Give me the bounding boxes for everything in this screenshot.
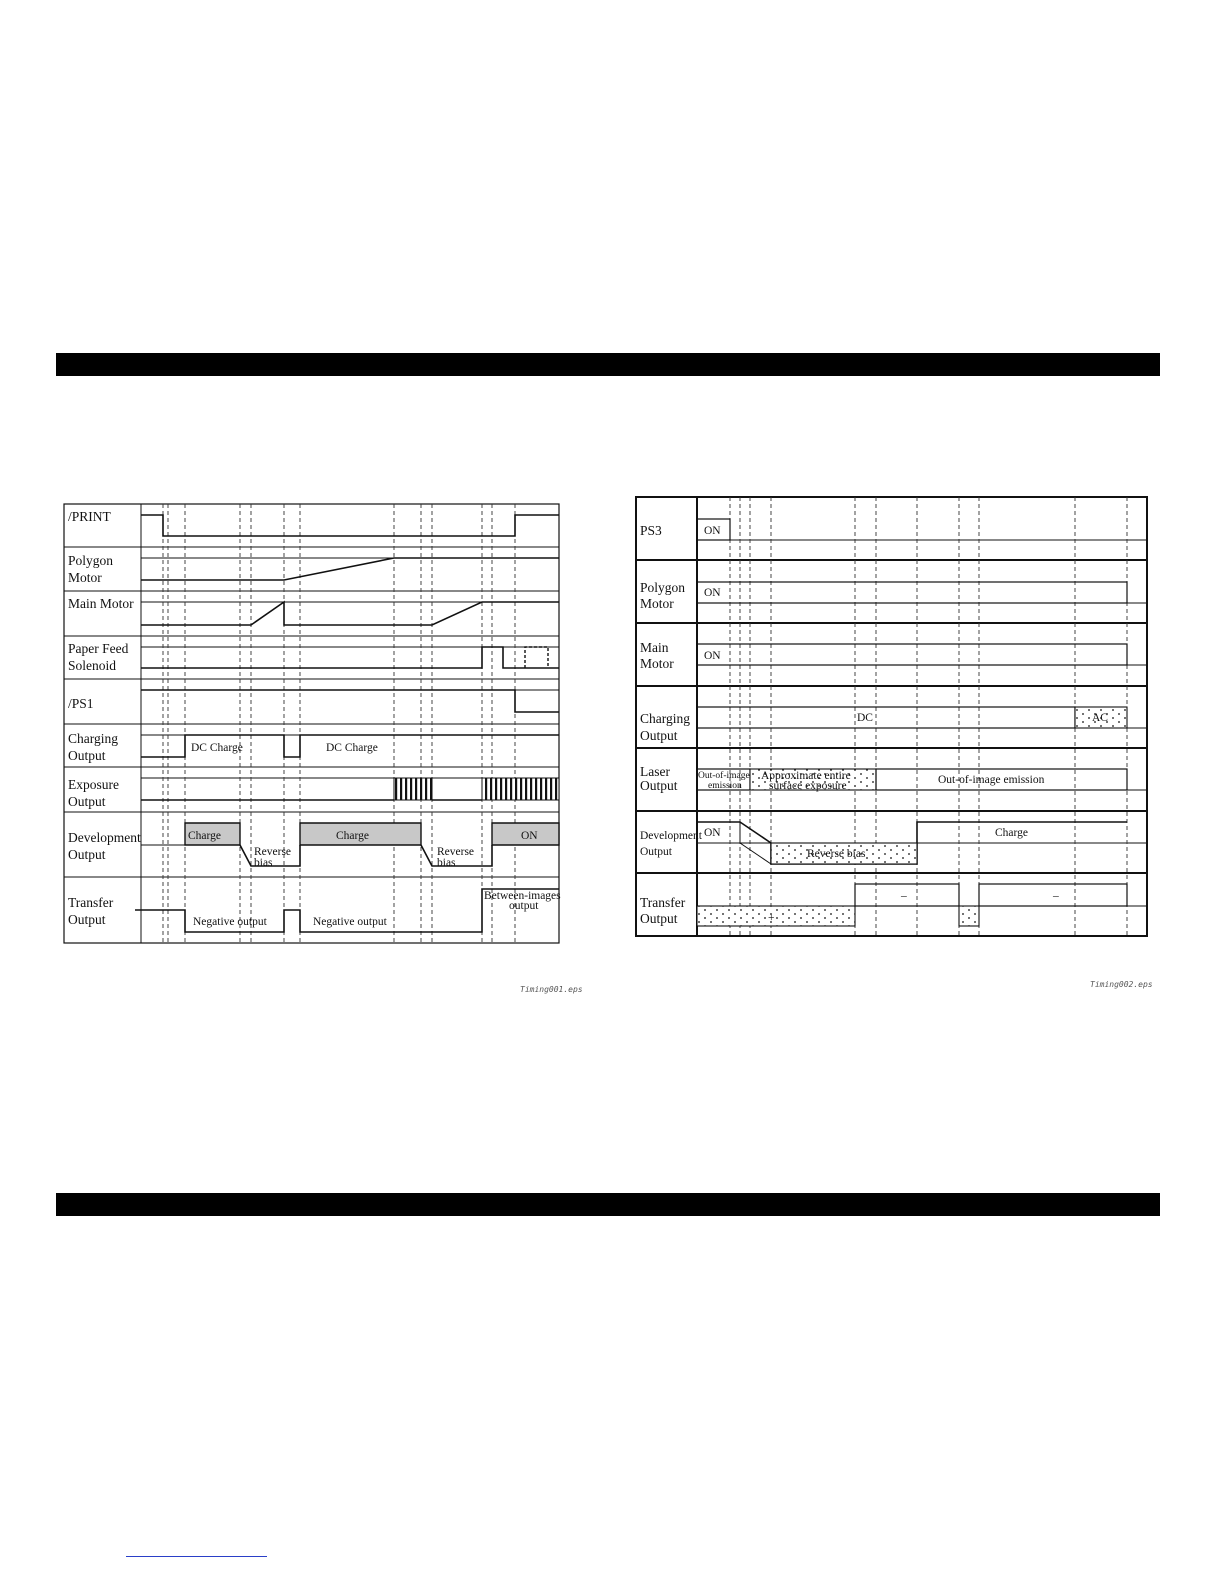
waveform-main-motor bbox=[141, 602, 559, 625]
timing-diagram-1 bbox=[64, 504, 583, 994]
row-label-main-motor: Main Motor bbox=[68, 596, 134, 611]
label-d2-dev-on: ON bbox=[704, 827, 721, 839]
row-label-development-output: Development Output bbox=[68, 830, 141, 862]
label-ps3-on: ON bbox=[704, 525, 721, 537]
label-dev-charge-1: Charge bbox=[188, 830, 222, 842]
waveform-paper-feed-next bbox=[525, 647, 548, 668]
row-label-polygon-motor: Polygon Motor bbox=[68, 553, 114, 585]
polygon-on-block bbox=[697, 582, 1127, 603]
label-reverse-bias-2: Reverse bias bbox=[437, 846, 475, 869]
footer-link-underline[interactable] bbox=[126, 1556, 267, 1557]
d2-row-label-laser-output: Laser Output bbox=[640, 764, 678, 793]
row-label-print: /PRINT bbox=[68, 509, 111, 524]
label-approx-exposure: Approximate entire surface exposure bbox=[761, 770, 851, 792]
label-main-on: ON bbox=[704, 650, 721, 662]
row-label-charging-output: Charging Output bbox=[68, 731, 118, 763]
waveform-polygon-motor bbox=[141, 558, 559, 580]
diagram2-caption: Timing002.eps bbox=[1090, 980, 1153, 989]
label-polygon-on: ON bbox=[704, 587, 721, 599]
d2-row-label-development-output: Development Output bbox=[640, 830, 702, 858]
label-dc-charge-2: DC Charge bbox=[326, 742, 378, 754]
d2-dev-slope bbox=[740, 843, 771, 864]
label-negative-output-1: Negative output bbox=[193, 916, 267, 928]
exposure-pulses-1 bbox=[394, 778, 432, 800]
exposure-pulses-2 bbox=[482, 778, 559, 800]
row-label-ps1: /PS1 bbox=[68, 696, 94, 711]
d2-row-label-charging-output: Charging Output bbox=[640, 711, 690, 743]
row-label-exposure-output: Exposure Output bbox=[68, 777, 119, 809]
label-out-of-image-2: Out-of-image emission bbox=[938, 774, 1045, 786]
label-dc-charge-1: DC Charge bbox=[191, 742, 243, 754]
label-between-images-output: Between-images output bbox=[484, 890, 561, 912]
label-plus: + bbox=[768, 912, 775, 924]
main-on-block bbox=[697, 644, 1127, 665]
label-d2-dev-charge: Charge bbox=[995, 827, 1029, 839]
label-minus-1: – bbox=[901, 890, 907, 902]
d2-row-label-main-motor: Main Motor bbox=[640, 640, 674, 671]
waveform-ps1 bbox=[141, 690, 559, 712]
label-dev-charge-2: Charge bbox=[336, 830, 370, 842]
charging-dc-block bbox=[697, 707, 1075, 728]
label-d2-reverse-bias: Reverse bias bbox=[807, 848, 866, 860]
label-negative-output-2: Negative output bbox=[313, 916, 387, 928]
label-minus-2: – bbox=[1053, 890, 1059, 902]
d2-row-label-transfer-output: Transfer Output bbox=[640, 895, 686, 926]
label-ac: AC bbox=[1092, 712, 1108, 724]
label-dev-on: ON bbox=[521, 830, 538, 842]
transfer-plus-block-2 bbox=[959, 906, 979, 926]
row-label-paper-feed-solenoid: Paper Feed Solenoid bbox=[68, 641, 129, 673]
label-dc: DC bbox=[857, 712, 873, 724]
diagram1-caption: Timing001.eps bbox=[520, 985, 583, 994]
diagram2-frame bbox=[636, 497, 1147, 936]
d2-row-label-polygon-motor: Polygon Motor bbox=[640, 580, 686, 611]
label-reverse-bias-1: Reverse bias bbox=[254, 846, 292, 869]
waveform-paper-feed bbox=[141, 647, 559, 668]
label-out-of-image-1: Out-of-image emission bbox=[698, 771, 750, 791]
row-label-transfer-output: Transfer Output bbox=[68, 895, 114, 927]
d2-row-label-ps3: PS3 bbox=[640, 523, 662, 538]
diagram2-timing-guides bbox=[730, 497, 1127, 936]
waveform-print bbox=[141, 515, 559, 536]
timing-diagram-2 bbox=[636, 497, 1153, 989]
transfer-plus-block bbox=[697, 906, 855, 926]
transfer-minus-block-1 bbox=[855, 884, 959, 906]
